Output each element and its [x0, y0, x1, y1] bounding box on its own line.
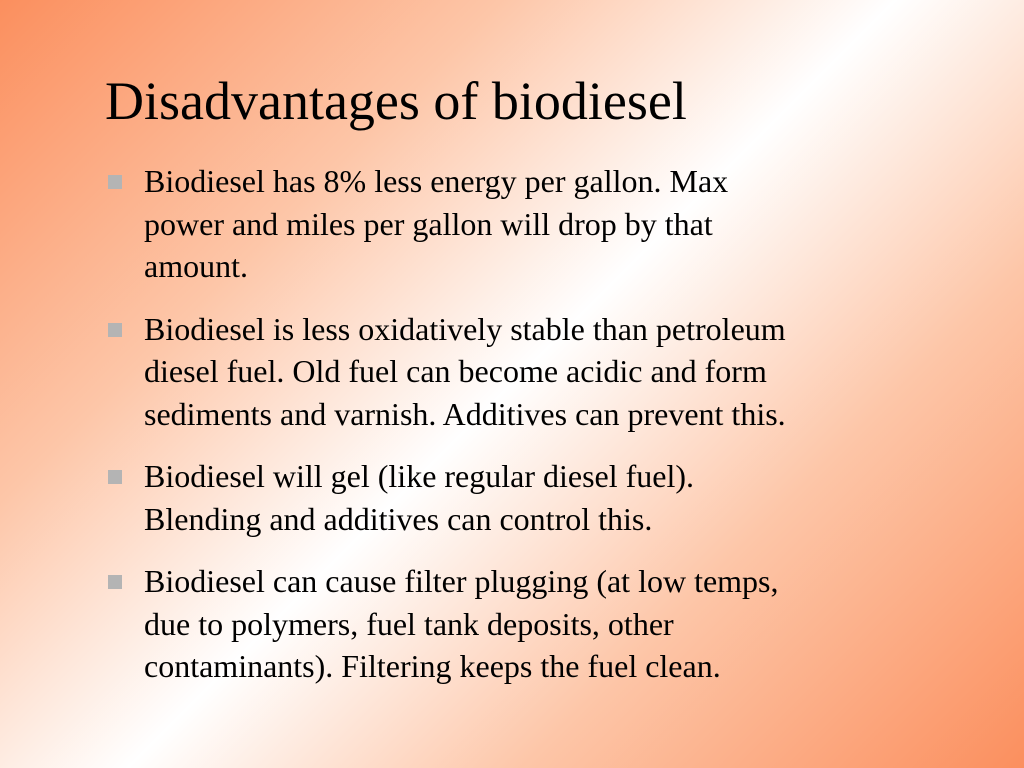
- bullet-text-line: sediments and varnish. Additives can prevent this.: [144, 395, 786, 432]
- square-bullet-icon: [108, 470, 122, 484]
- square-bullet-icon: [108, 323, 122, 337]
- bullet-text-line: Biodiesel can cause filter plugging (at low temps,: [144, 563, 779, 599]
- bullet-text-line: Blending and additives can control this.: [144, 500, 653, 537]
- bullet-text-line: Biodiesel is less oxidatively stable than petroleum: [144, 310, 786, 347]
- bullet-text-line: diesel fuel. Old fuel can become acidic and form: [144, 353, 767, 389]
- bullet-text-line: due to polymers, fuel tank deposits, other: [144, 605, 674, 642]
- bullet-item-filter-plugging: [105, 560, 975, 688]
- bullet-text-line: contaminants). Filtering keeps the fuel clean.: [144, 648, 721, 684]
- bullet-text-line: Biodiesel will gel (like regular diesel fuel).: [144, 458, 695, 494]
- bullet-item-gelling: [105, 455, 975, 540]
- bullet-list: [105, 160, 975, 708]
- bullet-item-energy: [105, 160, 975, 288]
- bullet-text-line: amount.: [144, 248, 248, 284]
- square-bullet-icon: [108, 175, 122, 189]
- bullet-item-stability: [105, 308, 975, 436]
- square-bullet-icon: [108, 575, 122, 589]
- slide-title: Disadvantages of biodiesel: [105, 71, 687, 131]
- bullet-text-line: Biodiesel has 8% less energy per gallon. Max: [144, 163, 729, 199]
- bullet-text-line: power and miles per gallon will drop by that: [144, 205, 713, 242]
